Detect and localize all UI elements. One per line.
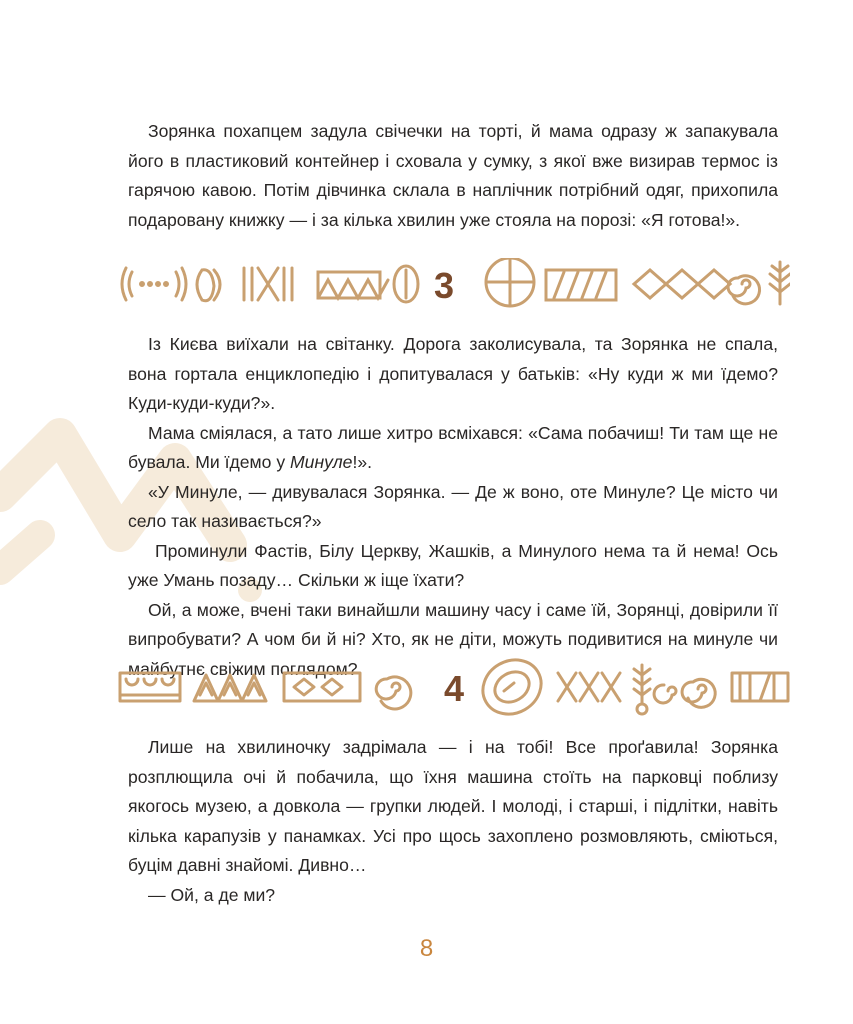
ornament-divider-4 [118, 655, 790, 717]
chapter-4-text [128, 733, 778, 910]
paragraph-text: Мама сміялася, а тато лише хитро всміхався: «Сама побачиш! Ти там ще не бувала. Ми їдемо у [128, 422, 778, 472]
paragraph-text: !». [352, 452, 373, 472]
chapter-number: 4 [443, 668, 465, 709]
intro-text [128, 117, 778, 235]
paragraph: — Ой, а де ми? [148, 884, 276, 905]
paragraph: «У Минуле, — дивувалася Зорянка. — Де ж воно, оте Минуле? Це місто чи село так називається?» [128, 481, 778, 531]
paragraph: Лише на хвилиночку задрімала — і на тобі! Все проґавила! Зорянка розплющила очі й побачила, що їхня машина стоїть на парковці поблизу якогось музею, а довкола — групки людей. І молоді, і старші, і підлітки, навіть кілька карапузів у панамках. Усі про щось захоплено розмовляють, сміються, буцім давні знайомі. Дивно… [128, 737, 778, 875]
chapter-number: 3 [433, 265, 455, 306]
chapter-3-text [128, 330, 778, 684]
ornament-divider-3 [118, 258, 790, 310]
paragraph: Зорянка похапцем задула свічечки на торті, й мама одразу ж запакувала його в пластиковий контейнер і сховала у сумку, з якої вже визирав термос із гарячою кавою. Потім дівчинка склала в наплічник потрібний одяг, прихопила подаровану книжку — і за кілька хвилин уже стояла на порозі: «Я готова!». [128, 121, 778, 230]
page-number: 8 [419, 935, 434, 962]
paragraph: Із Києва виїхали на світанку. Дорога заколисувала, та Зорянка не спала, вона гортала енциклопедію і допитувалася у батьків: «Ну куди ж ми їдемо? Куди-куди-куди?». [128, 334, 778, 413]
paragraph: Ой, а може, вчені таки винайшли машину часу і саме їй, Зорянці, довірили її випробувати? А чом би й ні? Хто, як не діти, можуть подивитися на минуле чи майбутнє свіжим поглядом? [128, 599, 778, 679]
paragraph [128, 419, 778, 478]
italic-word: Минуле [290, 452, 353, 472]
paragraph: Проминули Фастів, Білу Церкву, Жашків, а Минулого нема та й нема! Ось уже Умань позаду… Скільки ж іще їхати? [128, 540, 778, 590]
